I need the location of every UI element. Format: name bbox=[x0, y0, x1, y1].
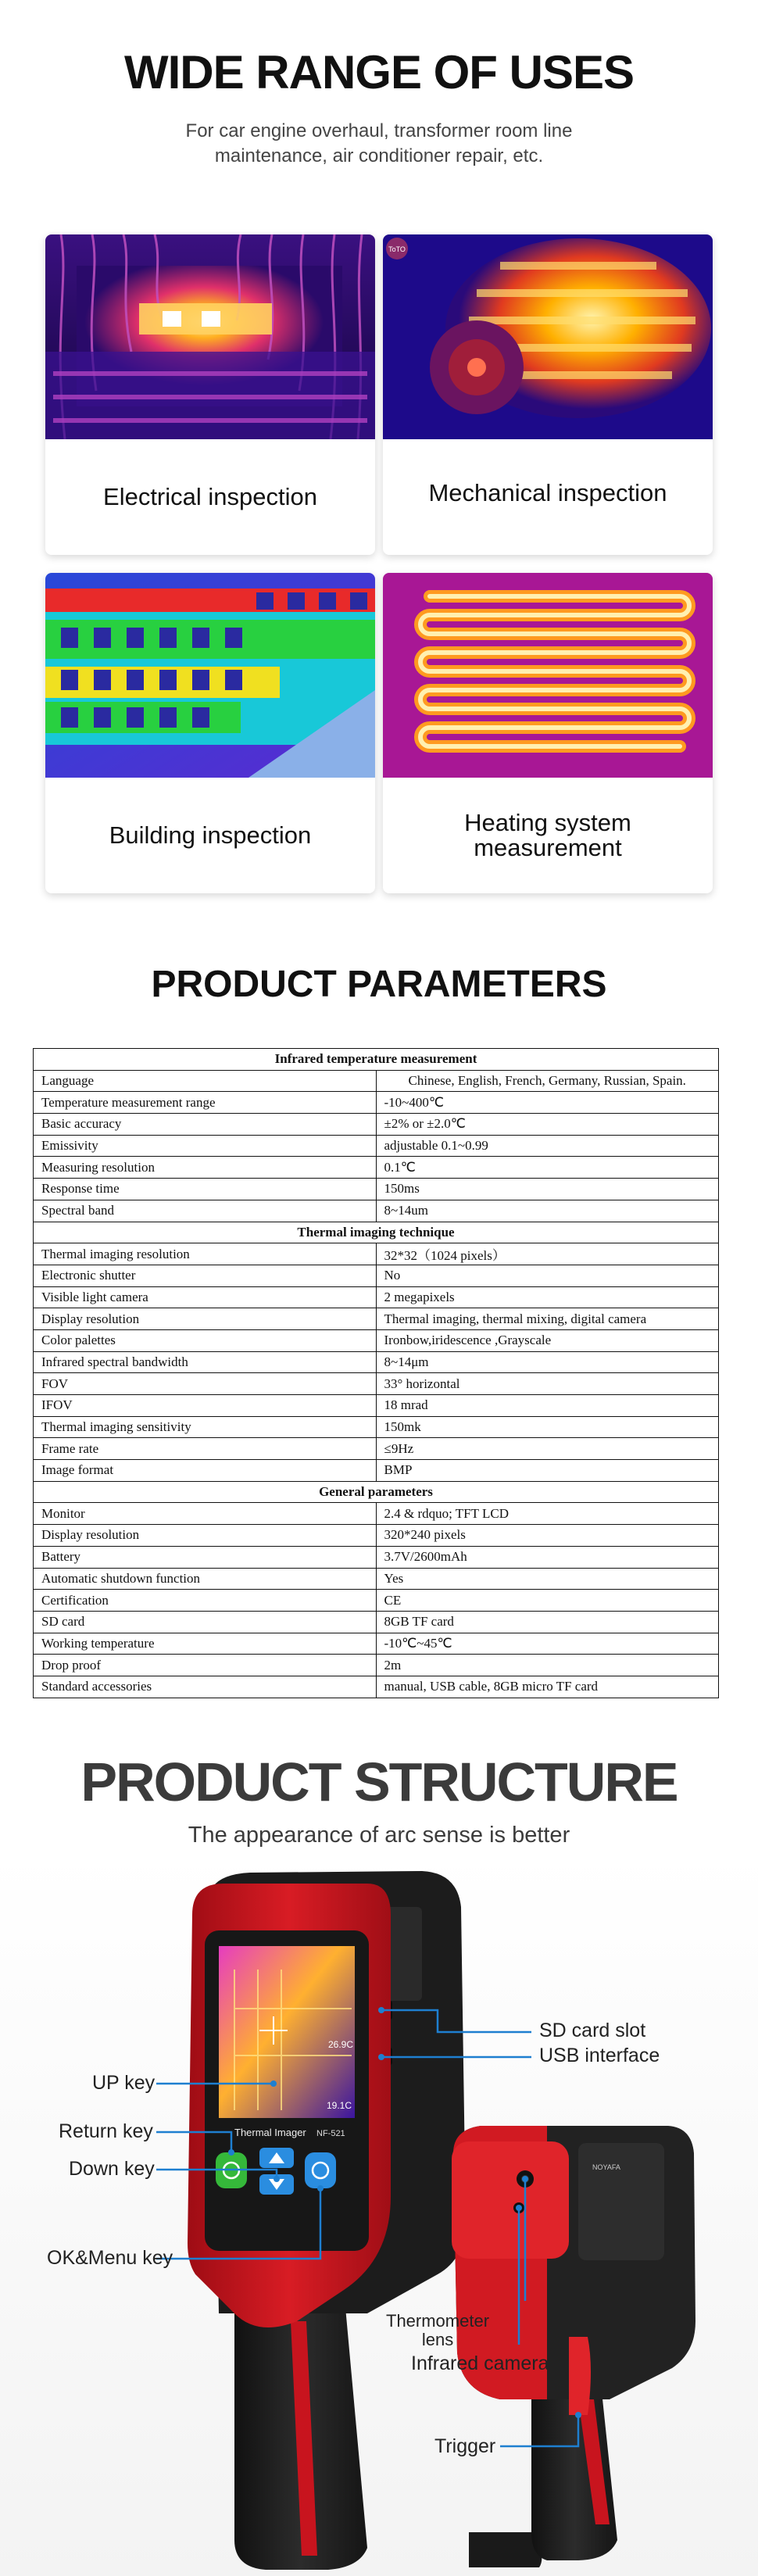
parameter-value: BMP bbox=[376, 1460, 719, 1482]
parameter-value: -10℃~45℃ bbox=[376, 1633, 719, 1655]
parameter-name: Battery bbox=[34, 1546, 377, 1568]
parameter-row bbox=[34, 1135, 719, 1157]
parameter-name: FOV bbox=[34, 1373, 377, 1395]
parameter-name: Drop proof bbox=[34, 1655, 377, 1676]
callout-ok-menu-key: OK&Menu key bbox=[47, 2247, 173, 2269]
thermal-imager-illustration bbox=[0, 1852, 758, 2576]
parameter-name: Automatic shutdown function bbox=[34, 1568, 377, 1590]
parameter-name: Basic accuracy bbox=[34, 1114, 377, 1136]
use-card-label: Electrical inspection bbox=[103, 483, 317, 510]
parameters-table bbox=[33, 1048, 719, 1698]
callout-up-key: UP key bbox=[92, 2072, 156, 2094]
readout-high: 26.9C bbox=[328, 2039, 354, 2050]
structure-subtitle: The appearance of arc sense is better bbox=[188, 1823, 570, 1848]
device-brand: NOYAFA bbox=[592, 2163, 620, 2171]
parameter-row bbox=[34, 1503, 719, 1525]
parameter-value: 8~14μm bbox=[376, 1351, 719, 1373]
parameter-row bbox=[34, 1611, 719, 1633]
callout-trigger: Trigger bbox=[434, 2435, 496, 2457]
parameter-row bbox=[34, 1633, 719, 1655]
parameter-name: Display resolution bbox=[34, 1525, 377, 1547]
readout-low: 19.1C bbox=[327, 2100, 352, 2111]
parameter-section-heading bbox=[34, 1222, 719, 1243]
callout-return-key: Return key bbox=[59, 2120, 153, 2142]
parameter-name: Electronic shutter bbox=[34, 1265, 377, 1286]
parameter-name: Measuring resolution bbox=[34, 1157, 377, 1179]
parameter-row bbox=[34, 1655, 719, 1676]
section-heading-cell: Infrared temperature measurement bbox=[34, 1049, 719, 1071]
building-thermal-icon bbox=[45, 573, 375, 778]
callout-infrared-camera: Infrared camera bbox=[411, 2352, 549, 2374]
parameter-value: 2.4 & rdquo; TFT LCD bbox=[376, 1503, 719, 1525]
parameter-row bbox=[34, 1286, 719, 1308]
parameter-row bbox=[34, 1265, 719, 1286]
parameter-value: 8~14um bbox=[376, 1200, 719, 1222]
heating-coil-thermal-icon bbox=[383, 573, 713, 778]
parameter-name: Image format bbox=[34, 1460, 377, 1482]
parameter-name: Frame rate bbox=[34, 1438, 377, 1460]
parameter-value: 3.7V/2600mAh bbox=[376, 1546, 719, 1568]
parameter-value: 2m bbox=[376, 1655, 719, 1676]
parameter-value: manual, USB cable, 8GB micro TF card bbox=[376, 1676, 719, 1698]
parameter-row bbox=[34, 1546, 719, 1568]
parameter-value: 33° horizontal bbox=[376, 1373, 719, 1395]
parameter-name: Temperature measurement range bbox=[34, 1092, 377, 1114]
parameter-value: CE bbox=[376, 1590, 719, 1612]
parameter-value: 150mk bbox=[376, 1416, 719, 1438]
parameter-row bbox=[34, 1373, 719, 1395]
callout-thermometer-lens: Thermometer lens bbox=[386, 2311, 490, 2349]
parameter-row bbox=[34, 1308, 719, 1330]
use-card-label: Heating system measurement bbox=[464, 809, 631, 861]
parameter-row bbox=[34, 1460, 719, 1482]
parameter-row bbox=[34, 1157, 719, 1179]
parameter-row bbox=[34, 1568, 719, 1590]
parameter-value: adjustable 0.1~0.99 bbox=[376, 1135, 719, 1157]
use-card-building bbox=[45, 573, 375, 893]
parameter-row bbox=[34, 1070, 719, 1092]
parameter-name: Color palettes bbox=[34, 1329, 377, 1351]
electrical-panel-thermal-icon bbox=[45, 234, 375, 439]
parameter-name: Visible light camera bbox=[34, 1286, 377, 1308]
parameter-section-heading bbox=[34, 1481, 719, 1503]
parameter-row bbox=[34, 1243, 719, 1265]
parameter-row bbox=[34, 1179, 719, 1200]
parameter-value: 32*32（1024 pixels） bbox=[376, 1243, 719, 1265]
parameter-value: No bbox=[376, 1265, 719, 1286]
callout-sd-card-slot: SD card slot bbox=[539, 2020, 646, 2041]
parameter-name: Language bbox=[34, 1070, 377, 1092]
parameter-section-heading bbox=[34, 1049, 719, 1071]
parameter-name: Thermal imaging sensitivity bbox=[34, 1416, 377, 1438]
product-structure-diagram bbox=[0, 1852, 758, 2576]
parameter-value: ±2% or ±2.0℃ bbox=[376, 1114, 719, 1136]
parameter-value: 150ms bbox=[376, 1179, 719, 1200]
parameter-row bbox=[34, 1200, 719, 1222]
parameter-value: 18 mrad bbox=[376, 1395, 719, 1417]
parameter-row bbox=[34, 1092, 719, 1114]
parameter-name: Spectral band bbox=[34, 1200, 377, 1222]
parameter-row bbox=[34, 1676, 719, 1698]
parameter-value: 8GB TF card bbox=[376, 1611, 719, 1633]
parameter-name: Emissivity bbox=[34, 1135, 377, 1157]
device-model: NF-521 bbox=[316, 2129, 345, 2138]
use-card-heating bbox=[383, 573, 713, 893]
parameter-name: Display resolution bbox=[34, 1308, 377, 1330]
parameter-name: Response time bbox=[34, 1179, 377, 1200]
parameter-name: Certification bbox=[34, 1590, 377, 1612]
structure-title: PRODUCT STRUCTURE bbox=[80, 1751, 678, 1812]
parameter-name: Monitor bbox=[34, 1503, 377, 1525]
parameter-value: -10~400℃ bbox=[376, 1092, 719, 1114]
parameter-row bbox=[34, 1329, 719, 1351]
parameter-name: Standard accessories bbox=[34, 1676, 377, 1698]
use-card-mechanical bbox=[383, 234, 713, 555]
uses-title: WIDE RANGE OF USES bbox=[123, 46, 635, 98]
parameter-name: Thermal imaging resolution bbox=[34, 1243, 377, 1265]
parameter-value: 2 megapixels bbox=[376, 1286, 719, 1308]
device-screen-label: Thermal Imager bbox=[234, 2127, 306, 2138]
parameter-row bbox=[34, 1351, 719, 1373]
parameter-name: Infrared spectral bandwidth bbox=[34, 1351, 377, 1373]
motor-thermal-icon bbox=[383, 234, 713, 439]
watermark-text: ToTO bbox=[388, 245, 406, 253]
parameter-row bbox=[34, 1114, 719, 1136]
parameter-value: 320*240 pixels bbox=[376, 1525, 719, 1547]
parameter-row bbox=[34, 1590, 719, 1612]
section-heading-cell: Thermal imaging technique bbox=[34, 1222, 719, 1243]
parameter-value: Yes bbox=[376, 1568, 719, 1590]
parameter-value: 0.1℃ bbox=[376, 1157, 719, 1179]
use-card-label: Mechanical inspection bbox=[428, 479, 667, 506]
parameter-name: Working temperature bbox=[34, 1633, 377, 1655]
parameter-name: IFOV bbox=[34, 1395, 377, 1417]
parameter-value: Thermal imaging, thermal mixing, digital camera bbox=[376, 1308, 719, 1330]
parameter-name: SD card bbox=[34, 1611, 377, 1633]
parameter-row bbox=[34, 1395, 719, 1417]
parameter-row bbox=[34, 1416, 719, 1438]
parameters-title: PRODUCT PARAMETERS bbox=[151, 964, 607, 1005]
callout-down-key: Down key bbox=[69, 2158, 155, 2180]
use-card-label: Building inspection bbox=[109, 821, 312, 849]
parameter-value: Chinese, English, French, Germany, Russian, Spain. bbox=[376, 1070, 719, 1092]
parameter-value: Ironbow,iridescence ,Grayscale bbox=[376, 1329, 719, 1351]
parameter-value: ≤9Hz bbox=[376, 1438, 719, 1460]
section-heading-cell: General parameters bbox=[34, 1481, 719, 1503]
use-card-electrical bbox=[45, 234, 375, 555]
callout-usb-interface: USB interface bbox=[539, 2045, 660, 2066]
parameter-row bbox=[34, 1525, 719, 1547]
uses-subtitle: For car engine overhaul, transformer room line maintenance, air conditioner repair, etc. bbox=[185, 120, 573, 166]
parameter-row bbox=[34, 1438, 719, 1460]
